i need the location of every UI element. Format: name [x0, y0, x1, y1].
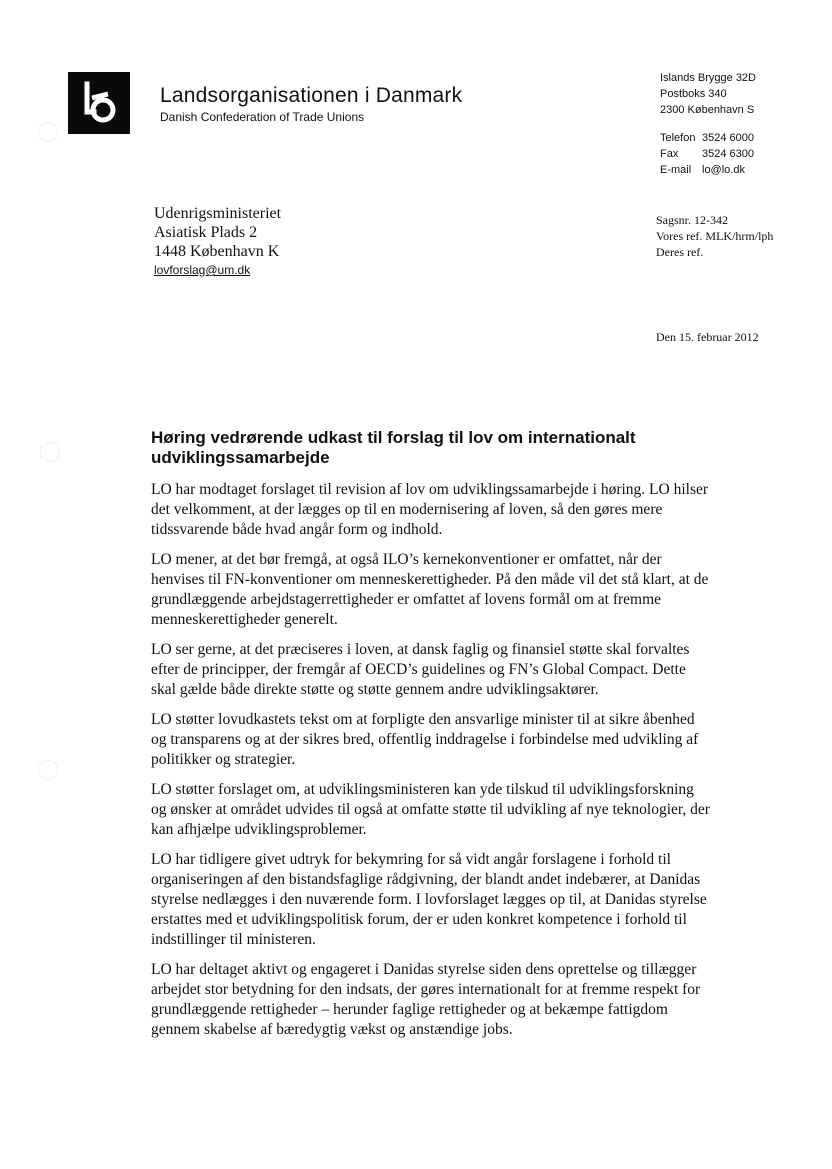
- scan-mark: [40, 442, 60, 462]
- recipient-line: Udenrigsministeriet: [154, 205, 282, 222]
- contact-value: 3524 6000: [702, 132, 754, 144]
- body-paragraph: LO støtter lovudkastets tekst om at forpligte den ansvarlige minister til at sikre åbenhed og transparens og at der sikres bred, offentlig inddragelse i forbindelse med udvikling af politikker og strategier.: [151, 711, 699, 768]
- contact-value[interactable]: lo@lo.dk: [702, 164, 745, 176]
- sender-address-line: Islands Brygge 32D: [660, 72, 756, 84]
- body-paragraph: LO har deltaget aktivt og engageret i Danidas styrelse siden dens oprettelse og tillægger arbejdet stor betydning for den indsats, der gøres internationalt for at fremme respekt for grundlæggende rettigheder – herunder faglige rettigheder og at bekæmpe fattigdom gennem skabelse af bæredygtig vækst og anstændige jobs.: [151, 961, 701, 1038]
- contact-phone: [660, 130, 756, 146]
- recipient-email-link[interactable]: lovforslag@um.dk: [154, 263, 251, 277]
- lo-logo-mark: [68, 72, 130, 134]
- scan-mark: [38, 760, 58, 780]
- reference-line: Sagsnr. 12-342: [656, 213, 728, 227]
- recipient-line: Asiatisk Plads 2: [154, 224, 258, 241]
- scan-mark: [38, 122, 58, 142]
- body-paragraph: LO har tidligere givet udtryk for bekymring for så vidt angår forslagene i forhold til organiseringen af den bistandsfaglige rådgivning, der blandt andet indebærer, at Danidas styrelse nedlægges i den nuværende form. I lovforslaget lægges op til, at Danidas styrelse erstattes med et udviklingspolitisk forum, der er uden konkret kompetence i forhold til indstillinger til ministeren.: [151, 851, 707, 948]
- body-paragraph: LO mener, at det bør fremgå, at også ILO’s kernekonventioner er omfattet, når der henvises til FN-konventioner om menneskerettigheder. På den måde vil det stå klart, at de grundlæggende arbejdstagerrettigheder er omfattet af lovens formål om at fremme menneskerettigheder generelt.: [151, 551, 709, 628]
- contact-label: Fax: [660, 148, 679, 160]
- recipient-block: [154, 204, 281, 280]
- letter-date: Den 15. februar 2012: [656, 330, 759, 344]
- sender-address-line: 2300 København S: [660, 104, 755, 116]
- reference-block: [656, 212, 773, 260]
- contact-label: Telefon: [660, 132, 696, 144]
- recipient-line: 1448 København K: [154, 243, 280, 260]
- org-name: Landsorganisationen i Danmark: [160, 84, 463, 107]
- letter-title: Høring vedrørende udkast til forslag til lov om internationalt udviklingssamarbejde: [151, 428, 636, 467]
- reference-line: Vores ref. MLK/hrm/lph: [656, 229, 774, 243]
- lo-logo: [68, 72, 130, 134]
- contact-value: 3524 6300: [702, 148, 754, 160]
- sender-block: [660, 70, 756, 178]
- letter-body: [151, 480, 711, 1050]
- body-paragraph: LO ser gerne, at det præciseres i loven, at dansk faglig og finansiel støtte skal forvaltes efter de principper, der fremgår af OECD’s guidelines og FN’s Global Compact. Dette skal gælde både direkte støtte og støtte gennem andre udviklingsaktører.: [151, 641, 690, 698]
- body-paragraph: LO har modtaget forslaget til revision af lov om udviklingssamarbejde i høring. LO hilser det velkomment, at der lægges op til en modernisering af loven, så den gøres mere tidssvarende både hvad angår form og indhold.: [151, 481, 709, 538]
- contact-email: [660, 162, 756, 178]
- body-paragraph: LO støtter forslaget om, at udviklingsministeren kan yde tilskud til udviklingsforskning og ønsker at området udvides til også at omfatte støtte til udvikling af nye teknologier, der kan afhjælpe udviklingsproblemer.: [151, 781, 710, 838]
- reference-line: Deres ref.: [656, 245, 704, 259]
- contact-label: E-mail: [660, 164, 692, 176]
- sender-address-line: Postboks 340: [660, 88, 727, 100]
- contact-fax: [660, 146, 756, 162]
- org-subtitle: Danish Confederation of Trade Unions: [160, 110, 365, 124]
